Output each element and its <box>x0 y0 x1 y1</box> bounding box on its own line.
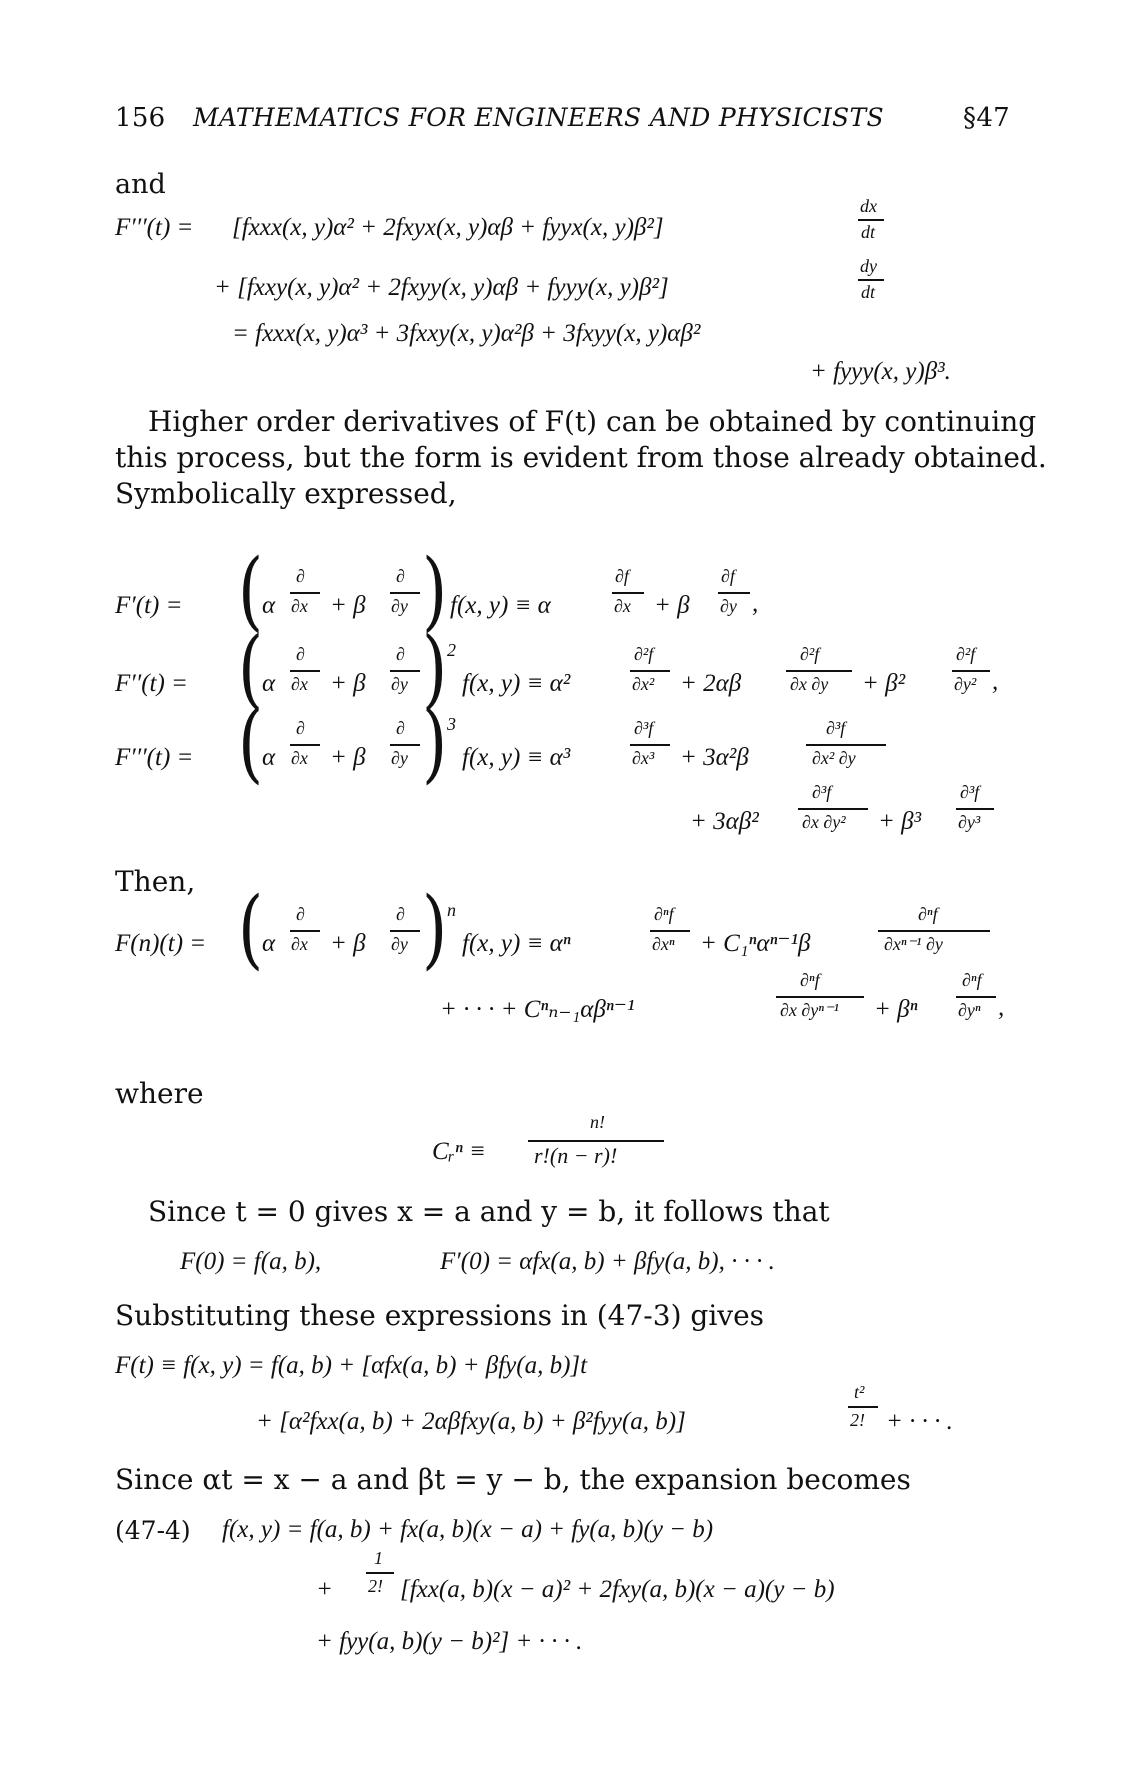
fraction-bar <box>858 279 884 281</box>
section-number: §47 <box>963 103 1010 133</box>
tay-line-3: + fyy(a, b)(y − b)²] + · · · . <box>316 1628 583 1655</box>
s3-lhs: F′′′(t) = <box>115 744 194 771</box>
paragraph-line: Since αt = x − a and βt = y − b, the expansion becomes <box>115 1463 911 1496</box>
f-prime-at-zero: F′(0) = αfx(a, b) + βfy(a, b), · · · . <box>440 1248 775 1275</box>
s2-lhs: F′′(t) = <box>115 670 188 697</box>
tay-line-1: f(x, y) = f(a, b) + fx(a, b)(x − a) + fy(a, b)(y − b) <box>222 1516 714 1543</box>
paragraph-line: Higher order derivatives of F(t) can be obtained by continuing <box>148 405 1037 438</box>
paragraph-line: this process, but the form is evident from those already obtained. <box>115 441 1047 474</box>
f3-dt: dt <box>861 222 876 242</box>
paragraph-line: Since t = 0 gives x = a and y = b, it follows that <box>148 1195 830 1228</box>
fraction-bar <box>858 219 884 221</box>
paragraph-line: Symbolically expressed, <box>115 477 457 510</box>
f3-dx: dx <box>860 196 877 216</box>
s1-lhs: F′(t) = <box>115 592 183 619</box>
running-title: MATHEMATICS FOR ENGINEERS AND PHYSICISTS <box>193 103 884 132</box>
f3-line-2: + [fxxy(x, y)α² + 2fxyy(x, y)αβ + fyyy(x, y)β²] <box>214 274 669 301</box>
ft-line-1: F(t) ≡ f(x, y) = f(a, b) + [αfx(a, b) + βfy(a, b)]t <box>115 1352 588 1379</box>
f3-lhs: F′′′(t) = <box>115 214 194 241</box>
sn-lhs: F(n)(t) = <box>115 930 207 957</box>
word-and: and <box>115 169 166 200</box>
word-then: Then, <box>115 865 196 898</box>
page-number: 156 <box>115 103 166 133</box>
f3-line-4: + fyyy(x, y)β³. <box>810 358 951 385</box>
ft-line-2: + [α²fxx(a, b) + 2αβfxy(a, b) + β²fyy(a, b)] <box>256 1408 686 1435</box>
running-header <box>115 103 1010 143</box>
paragraph-line: Substituting these expressions in (47-3) gives <box>115 1299 765 1332</box>
f3-dt-2: dt <box>861 282 876 302</box>
f-at-zero: F(0) = f(a, b), <box>180 1248 322 1275</box>
f3-line-3: = fxxx(x, y)α³ + 3fxxy(x, y)α²β + 3fxyy(x, y)αβ² <box>232 320 701 347</box>
book-page: 156 MATHEMATICS FOR ENGINEERS AND PHYSICISTS §47 and F′′′(t) = [fxxx(x, y)α² + 2fxyx(x, y)αβ + fyyx(x, y)β²] dx dt + [fxxy(x, y)α² + 2fxyy(x, y)αβ + fyyy(x, y)β²] dy dt = fxxx(x, y)α³ + 3fxxy(x, y)α²β + 3fxyy(x, y)αβ² + fyyy(x, y)β³. Higher order derivatives of F(t) can be obtained by continuing this process, but the form is evident from those already obtained. Symbolically expressed, F′(t) = ( α ∂ ∂x + β ∂ ∂y ) f(x, y) ≡ α ∂f ∂x + β ∂f ∂y , F′′(t) = ( α ∂ ∂x + β ∂ ∂y ) 2 f(x, y) ≡ α² ∂²f ∂x² + 2αβ ∂²f ∂x ∂y + β² ∂²f ∂y² , F′′′(t) = ( α ∂ ∂x + β ∂ ∂y ) 3 f(x, y) ≡ α³ ∂³f ∂x³ + 3α²β ∂³f ∂x² ∂y + 3αβ² ∂³f ∂x ∂y² + β³ ∂³f ∂y³ Then, F(n)(t) = ( α ∂ ∂x + β ∂ ∂y ) n f(x, y) ≡ αⁿ ∂ⁿf ∂xⁿ + C₁ⁿαⁿ⁻¹β ∂ⁿf ∂xⁿ⁻¹ ∂y + · · · + Cⁿₙ₋₁αβⁿ⁻¹ ∂ⁿf ∂x ∂yⁿ⁻¹ + βⁿ ∂ⁿf ∂yⁿ , where Cᵣⁿ ≡ n! r!(n − r)! Since t = 0 gives x = a and y = b, it follows that F(0) = f(a, b), F′(0) = αfx(a, b) + βfy(a, b), · · · . Substituting these expressions in (47-3) gives F(t) ≡ f(x, y) = f(a, b) + [αfx(a, b) + βfy(a, b)]t + [α²fxx(a, b) + 2αβfxy(a, b) + β²fyy(a, b)] t² 2! + · · · . Since αt = x − a and βt = y − b, the expansion becomes (47-4) f(x, y) = f(a, b) + fx(a, b)(x − a) + fy(a, b)(y − b) + 1 2! [fxx(a, b)(x − a)² + 2fxy(a, b)(x − a)(y − b) + fyy(a, b)(y − b)²] + · · · . <box>0 0 1125 1769</box>
equation-label: (47-4) <box>115 1516 191 1545</box>
f3-line-1: [fxxx(x, y)α² + 2fxyx(x, y)αβ + fyyx(x, y)β²] <box>232 214 664 241</box>
word-where: where <box>115 1077 204 1110</box>
c-lhs: Cᵣⁿ ≡ <box>432 1138 486 1165</box>
tay-line-2: [fxx(a, b)(x − a)² + 2fxy(a, b)(x − a)(y − b) <box>400 1576 835 1603</box>
f3-dy: dy <box>860 256 877 276</box>
